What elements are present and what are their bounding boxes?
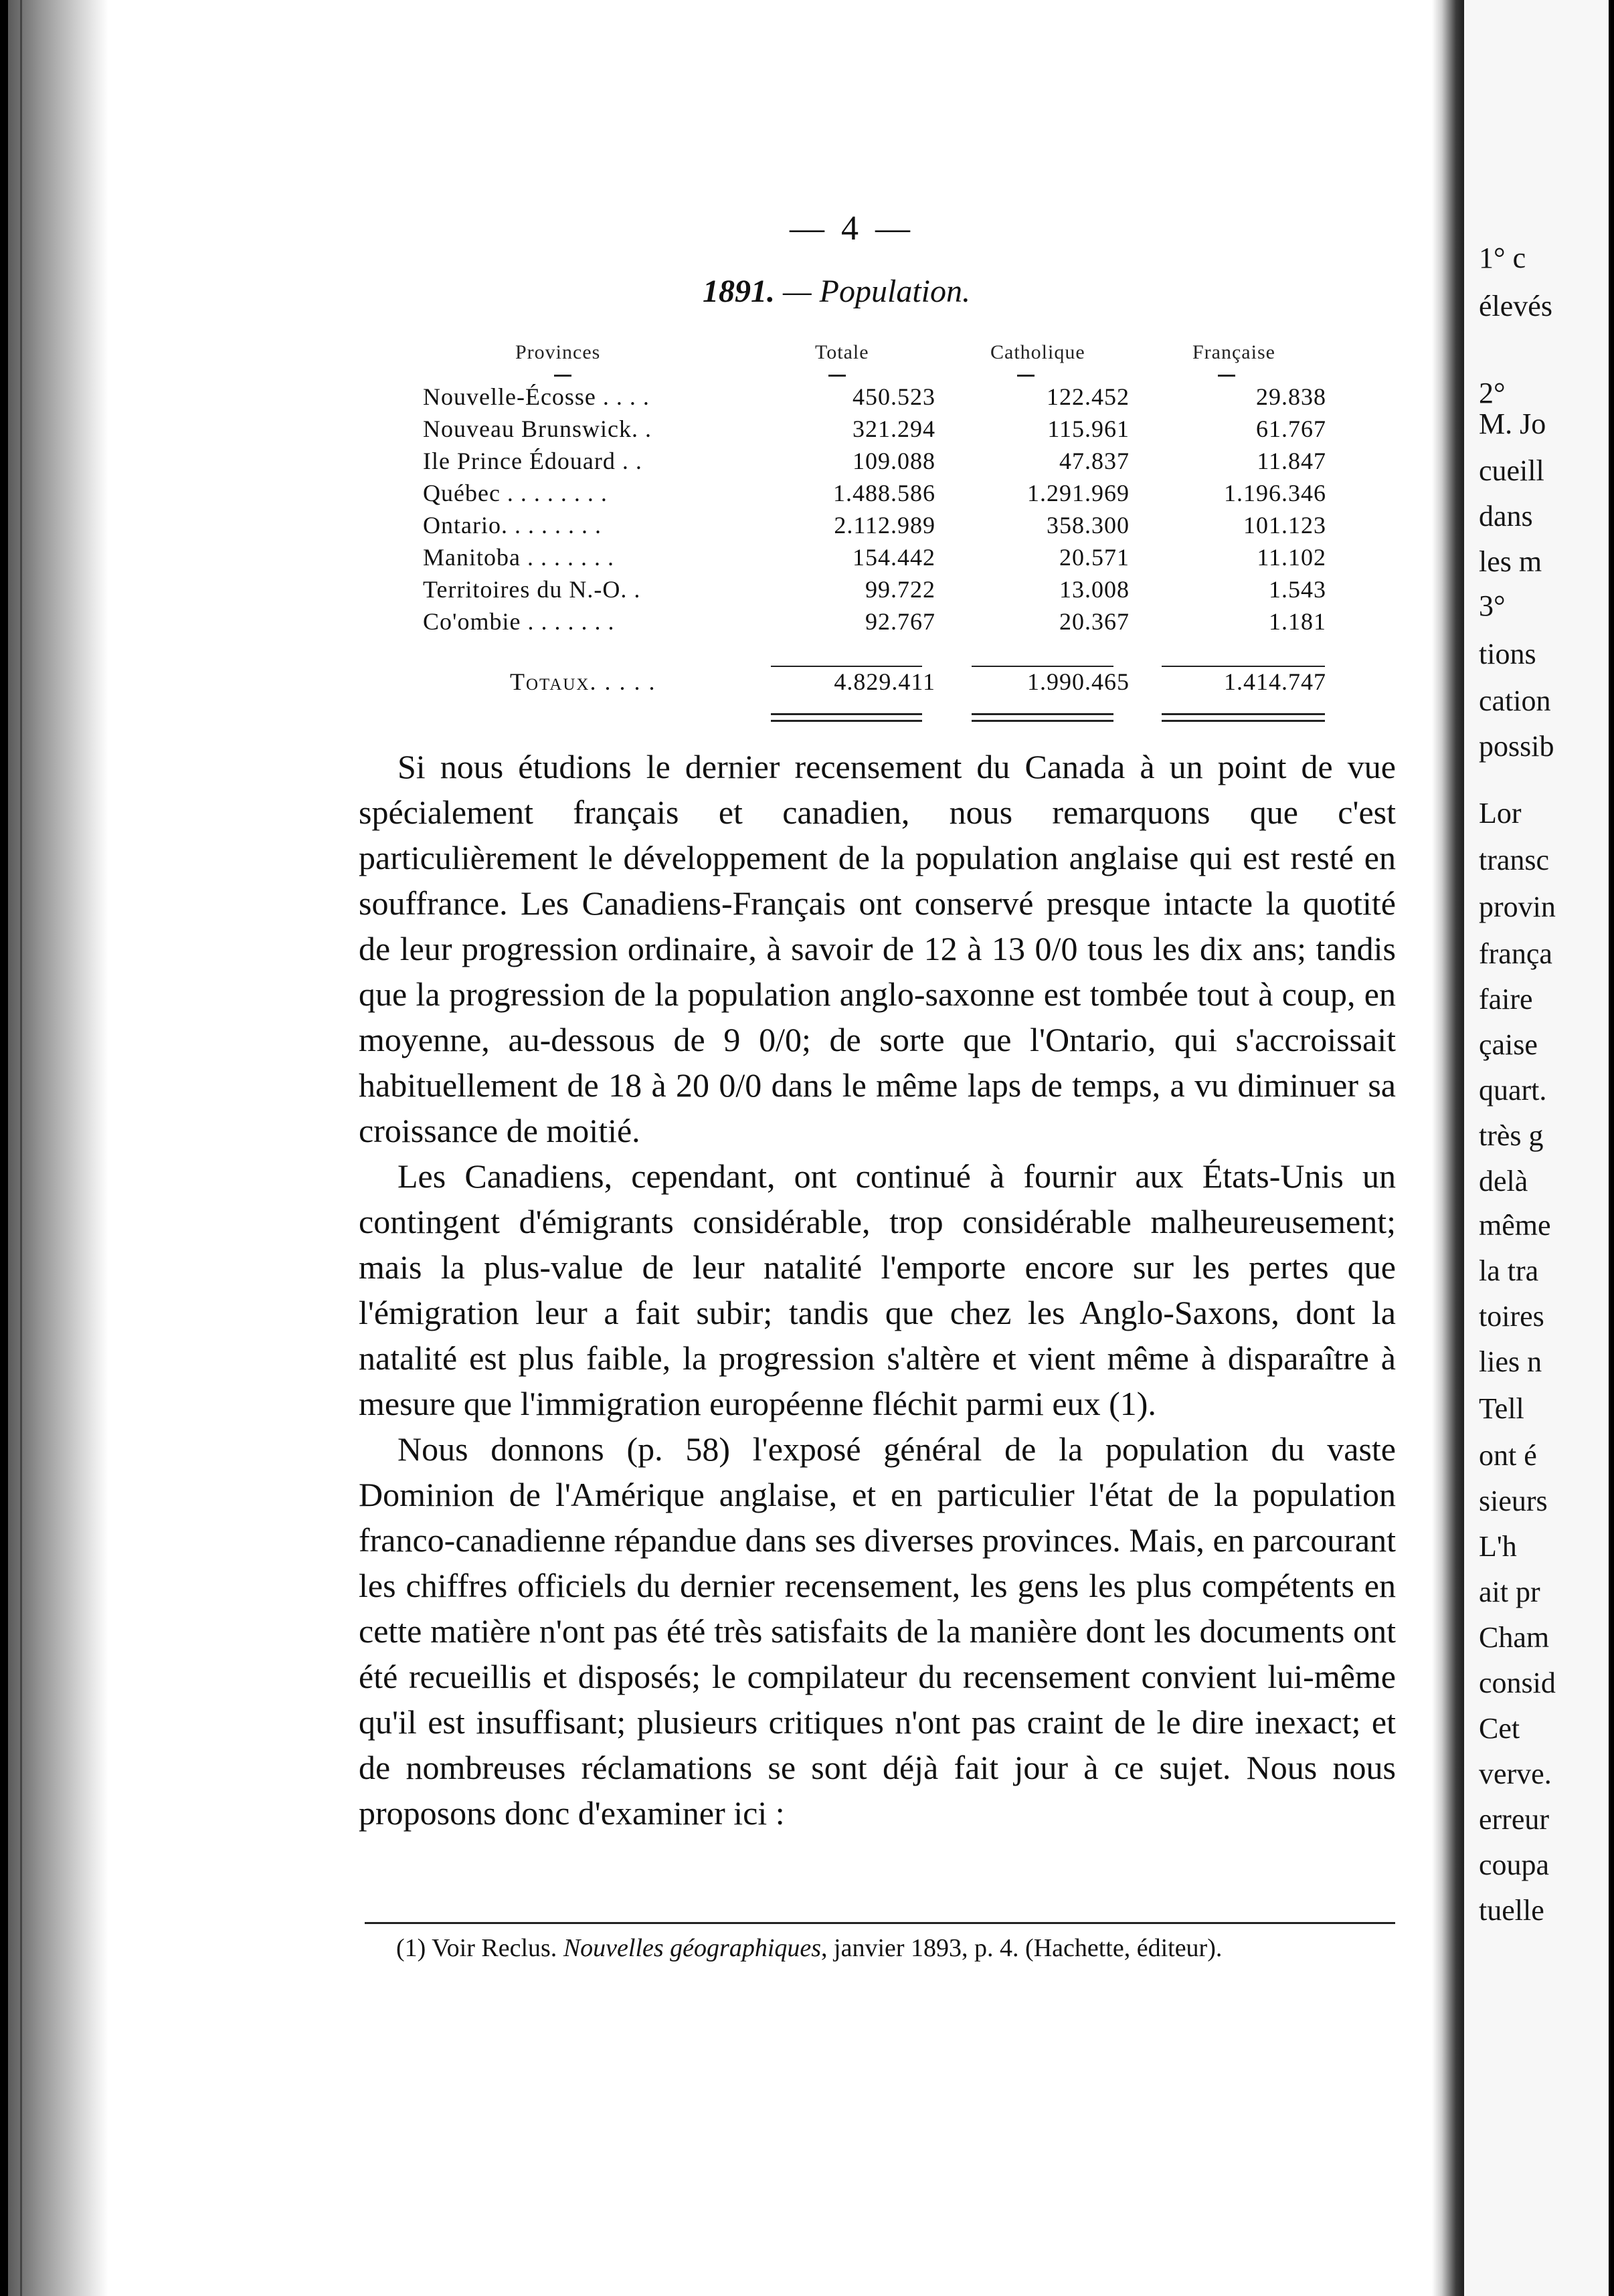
value-catholique: 13.008 — [1059, 576, 1130, 603]
province-name: Nouveau Brunswick. . — [423, 415, 652, 442]
population-table — [423, 383, 1326, 640]
facing-page-text-fragment: ait pr — [1479, 1575, 1540, 1608]
facing-page-text-fragment: même — [1479, 1209, 1551, 1242]
facing-page-fragment — [1464, 0, 1609, 2296]
totals-row — [423, 668, 1326, 701]
value-catholique: 358.300 — [1047, 512, 1130, 539]
facing-page-text-fragment: Cet — [1479, 1712, 1520, 1745]
value-totale: 321.294 — [853, 415, 935, 442]
facing-page-text-fragment: frança — [1479, 937, 1552, 970]
value-francaise: 1.196.346 — [1224, 480, 1326, 506]
facing-page-text-fragment: cueill — [1479, 454, 1544, 487]
facing-page-text-fragment: élevés — [1479, 290, 1552, 322]
facing-page-text-fragment: sieurs — [1479, 1485, 1548, 1517]
value-totale: 109.088 — [853, 448, 935, 474]
facing-page-text-fragment: M. Jo — [1479, 407, 1546, 440]
table-row — [423, 447, 1326, 479]
province-name: Ontario. . . . . . . . — [423, 512, 602, 539]
value-francaise: 29.838 — [1256, 383, 1326, 410]
book-gutter — [1432, 0, 1464, 2296]
footnote-text-after: , janvier 1893, p. 4. (Hachette, éditeur). — [821, 1934, 1223, 1962]
facing-page-text-fragment: 3° — [1479, 589, 1506, 622]
totals-label: Totaux. . . . . — [510, 668, 656, 695]
header-dash — [1017, 375, 1035, 377]
paragraph: Si nous étudions le dernier recensement du Canada à un point de vue spécialement français et canadien, nous remarquons que c'est particulièrement le développement de la population anglaise qui est resté en souffrance. Les Canadiens-Français ont conservé presque intacte la quotité de leur progression ordinaire, à savoir de 12 à 13 0/0 tous les dix ans; tandis que la progression de la population anglo-saxonne est tombée tout à coup, en moyenne, au-dessous de 9 0/0; de sorte que l'Ontario, qui s'accroissait habituellement de 18 à 20 0/0 dans le même laps de temps, a vu diminuer sa croissance de moitié. — [359, 748, 1396, 1149]
value-catholique: 47.837 — [1059, 448, 1130, 474]
facing-page-text-fragment: lies n — [1479, 1345, 1542, 1378]
table-row — [423, 543, 1326, 575]
value-totale: 154.442 — [853, 544, 935, 571]
paragraph: Les Canadiens, cependant, ont continué à fournir aux États-Unis un contingent d'émigrants considérable, trop considérable malheureusement; mais la plus-value de leur natalité l'emporte encore sur les pertes que l'émigration leur a fait subir; tandis que chez les Anglo-Saxons, dont la natalité est plus faible, la progression s'altère et vient même à disparaître à mesure que l'immigration européenne fléchit parmi eux (1). — [359, 1157, 1396, 1422]
value-francaise: 1.181 — [1269, 608, 1326, 635]
value-francaise: 101.123 — [1243, 512, 1326, 539]
facing-page-text-fragment: 2° — [1479, 377, 1506, 409]
column-header-francaise: Française — [1192, 341, 1275, 363]
facing-page-text-fragment: consid — [1479, 1666, 1556, 1699]
table-row — [423, 511, 1326, 543]
value-catholique: 20.367 — [1059, 608, 1130, 635]
column-header-catholique: Catholique — [990, 341, 1085, 363]
page-number: — 4 — — [790, 209, 914, 248]
column-header-totale: Totale — [815, 341, 869, 363]
value-francaise: 1.543 — [1269, 576, 1326, 603]
province-name: Nouvelle-Écosse . . . . — [423, 383, 650, 410]
facing-page-text-fragment: provin — [1479, 890, 1556, 923]
value-francaise: 11.102 — [1257, 544, 1326, 571]
facing-page-text-fragment: Lor — [1479, 797, 1522, 830]
header-dash — [1218, 375, 1235, 377]
facing-page-text-fragment: transc — [1479, 844, 1550, 876]
footnote-book-title: Nouvelles géographiques — [563, 1934, 822, 1962]
facing-page-text-fragment: L'h — [1479, 1530, 1517, 1563]
facing-page-text-fragment: dans — [1479, 500, 1533, 533]
footnote — [396, 1933, 1222, 1963]
facing-page-text-fragment: tions — [1479, 638, 1536, 670]
value-catholique: 115.961 — [1047, 415, 1130, 442]
header-dash — [828, 375, 846, 377]
double-rule — [972, 713, 1113, 715]
column-header-provinces: Provinces — [515, 341, 601, 363]
facing-page-text-fragment: faire — [1479, 983, 1533, 1016]
table-title-text: — Population. — [775, 274, 971, 309]
province-name: Québec . . . . . . . . — [423, 480, 608, 506]
total-totale: 4.829.411 — [834, 668, 935, 695]
value-totale: 450.523 — [853, 383, 935, 410]
double-rule — [771, 713, 922, 715]
value-francaise: 61.767 — [1256, 415, 1326, 442]
paragraph: Nous donnons (p. 58) l'exposé général de la population du vaste Dominion de l'Amérique anglaise, et en particulier l'état de la population franco-canadienne répandue dans ses diverses provinces. Mais, en parcourant les chiffres officiels du dernier recensement, les gens les plus compétents en cette matière n'ont pas été très satisfaits de la manière dont les documents ont été recueillis et disposés; le compilateur du recensement convient lui-même qu'il est insuffisant; plusieurs critiques n'ont pas craint de le dire inexact; et de nombreuses réclamations se sont déjà fait jour à ce sujet. Nous nous proposons donc d'examiner ici : — [359, 1430, 1396, 1832]
sum-rule — [771, 666, 922, 667]
scan-border-left — [0, 0, 8, 2296]
total-francaise: 1.414.747 — [1224, 668, 1326, 695]
sum-rule — [1162, 666, 1325, 667]
facing-page-text-fragment: possib — [1479, 730, 1554, 763]
header-dash — [554, 375, 571, 377]
table-row — [423, 383, 1326, 415]
facing-page-text-fragment: delà — [1479, 1165, 1528, 1198]
table-title — [703, 273, 970, 310]
facing-page-text-fragment: erreur — [1479, 1803, 1550, 1836]
double-rule — [1162, 720, 1325, 722]
page-edge-shadow — [8, 0, 108, 2296]
total-catholique: 1.990.465 — [1027, 668, 1130, 695]
table-title-year: 1891. — [703, 274, 775, 309]
facing-page-text-fragment: quart. — [1479, 1074, 1547, 1107]
facing-page-text-fragment: Cham — [1479, 1621, 1550, 1654]
value-catholique: 20.571 — [1059, 544, 1130, 571]
footnote-text-before: (1) Voir Reclus. — [396, 1934, 563, 1962]
table-row — [423, 479, 1326, 511]
value-totale: 1.488.586 — [833, 480, 935, 506]
facing-page-text-fragment: Tell — [1479, 1392, 1524, 1425]
facing-page-text-fragment: les m — [1479, 545, 1542, 578]
facing-page-text-fragment: çaise — [1479, 1028, 1538, 1061]
sum-rule — [972, 666, 1113, 667]
footnote-rule — [365, 1922, 1395, 1924]
scan-border-right — [1609, 0, 1614, 2296]
table-row — [423, 607, 1326, 640]
value-catholique: 1.291.969 — [1027, 480, 1130, 506]
province-name: Manitoba . . . . . . . — [423, 544, 614, 571]
province-name: Ile Prince Édouard . . — [423, 448, 642, 474]
facing-page-text-fragment: ont é — [1479, 1439, 1537, 1472]
facing-page-text-fragment: très g — [1479, 1119, 1544, 1152]
facing-page-text-fragment: la tra — [1479, 1254, 1539, 1287]
province-name: Territoires du N.-O. . — [423, 576, 641, 603]
value-totale: 92.767 — [865, 608, 935, 635]
facing-page-text-fragment: coupa — [1479, 1848, 1550, 1881]
value-francaise: 11.847 — [1257, 448, 1326, 474]
value-totale: 2.112.989 — [834, 512, 935, 539]
double-rule — [972, 720, 1113, 722]
double-rule — [771, 720, 922, 722]
value-totale: 99.722 — [865, 576, 935, 603]
facing-page-text-fragment: toires — [1479, 1300, 1544, 1333]
facing-page-text-fragment: tuelle — [1479, 1894, 1544, 1927]
facing-page-text-fragment: cation — [1479, 684, 1551, 717]
body-text — [359, 744, 1396, 1836]
facing-page-text-fragment: verve. — [1479, 1757, 1552, 1790]
double-rule — [1162, 713, 1325, 715]
table-row — [423, 415, 1326, 447]
province-name: Co'ombie . . . . . . . — [423, 608, 615, 635]
value-catholique: 122.452 — [1047, 383, 1130, 410]
table-row — [423, 575, 1326, 607]
facing-page-text-fragment: 1° c — [1479, 242, 1526, 274]
